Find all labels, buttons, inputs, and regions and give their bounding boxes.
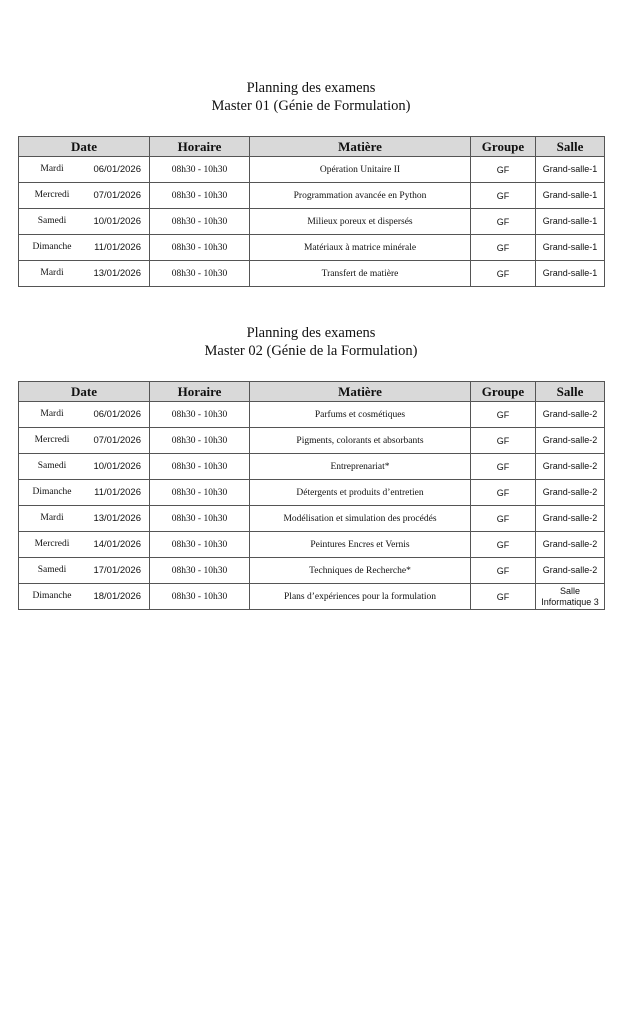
cell-date bbox=[19, 157, 150, 183]
salle-line: Grand-salle-2 bbox=[542, 513, 598, 524]
table-row bbox=[19, 584, 605, 610]
table-row bbox=[19, 183, 605, 209]
exam-date: 14/01/2026 bbox=[93, 539, 141, 550]
cell-groupe: GF bbox=[471, 480, 536, 506]
cell-groupe: GF bbox=[471, 506, 536, 532]
day-name: Samedi bbox=[37, 461, 67, 471]
header-horaire: Horaire bbox=[150, 382, 250, 402]
salle-line: Grand-salle-1 bbox=[542, 268, 598, 279]
table-header-row bbox=[19, 382, 605, 402]
cell-salle bbox=[536, 183, 605, 209]
cell-groupe: GF bbox=[471, 532, 536, 558]
exam-date: 11/01/2026 bbox=[94, 487, 141, 498]
salle-line: Grand-salle-1 bbox=[542, 242, 598, 253]
cell-horaire: 08h30 - 10h30 bbox=[150, 480, 250, 506]
salle-line: Grand-salle-2 bbox=[542, 435, 598, 446]
cell-matiere: Milieux poreux et dispersés bbox=[250, 209, 471, 235]
table-row bbox=[19, 454, 605, 480]
table-header-row bbox=[19, 137, 605, 157]
salle-line: Grand-salle-1 bbox=[542, 216, 598, 227]
cell-date bbox=[19, 480, 150, 506]
cell-matiere: Programmation avancée en Python bbox=[250, 183, 471, 209]
section-title-master-02 bbox=[0, 324, 622, 360]
cell-salle bbox=[536, 480, 605, 506]
day-name: Dimanche bbox=[32, 591, 72, 601]
cell-salle bbox=[536, 584, 605, 610]
cell-matiere: Plans d’expériences pour la formulation bbox=[250, 584, 471, 610]
cell-salle bbox=[536, 235, 605, 261]
exam-date: 07/01/2026 bbox=[93, 190, 141, 201]
cell-horaire: 08h30 - 10h30 bbox=[150, 209, 250, 235]
cell-salle bbox=[536, 157, 605, 183]
day-name: Dimanche bbox=[32, 242, 72, 252]
cell-groupe: GF bbox=[471, 261, 536, 287]
table-row bbox=[19, 480, 605, 506]
header-matiere: Matière bbox=[250, 137, 471, 157]
day-name: Mercredi bbox=[34, 190, 70, 200]
title-line-2: Master 02 (Génie de la Formulation) bbox=[204, 343, 418, 359]
exam-date: 06/01/2026 bbox=[93, 409, 141, 420]
section-title-master-01 bbox=[0, 79, 622, 115]
cell-horaire: 08h30 - 10h30 bbox=[150, 506, 250, 532]
cell-date bbox=[19, 402, 150, 428]
cell-groupe: GF bbox=[471, 235, 536, 261]
cell-salle bbox=[536, 532, 605, 558]
cell-matiere: Peintures Encres et Vernis bbox=[250, 532, 471, 558]
cell-groupe: GF bbox=[471, 584, 536, 610]
exam-date: 13/01/2026 bbox=[93, 513, 141, 524]
table-row bbox=[19, 402, 605, 428]
table-row bbox=[19, 428, 605, 454]
exam-date: 17/01/2026 bbox=[93, 565, 141, 576]
cell-horaire: 08h30 - 10h30 bbox=[150, 584, 250, 610]
header-groupe: Groupe bbox=[471, 137, 536, 157]
day-name: Mardi bbox=[40, 164, 64, 174]
day-name: Mercredi bbox=[34, 435, 70, 445]
table-row bbox=[19, 261, 605, 287]
cell-matiere: Opération Unitaire II bbox=[250, 157, 471, 183]
cell-salle bbox=[536, 428, 605, 454]
exam-date: 07/01/2026 bbox=[93, 435, 141, 446]
cell-salle bbox=[536, 558, 605, 584]
table-row bbox=[19, 157, 605, 183]
cell-horaire: 08h30 - 10h30 bbox=[150, 558, 250, 584]
cell-groupe: GF bbox=[471, 157, 536, 183]
cell-horaire: 08h30 - 10h30 bbox=[150, 454, 250, 480]
cell-salle bbox=[536, 506, 605, 532]
cell-date bbox=[19, 183, 150, 209]
cell-date bbox=[19, 209, 150, 235]
cell-horaire: 08h30 - 10h30 bbox=[150, 402, 250, 428]
salle-line: Grand-salle-2 bbox=[542, 565, 598, 576]
cell-date bbox=[19, 235, 150, 261]
cell-horaire: 08h30 - 10h30 bbox=[150, 428, 250, 454]
cell-date bbox=[19, 428, 150, 454]
cell-horaire: 08h30 - 10h30 bbox=[150, 157, 250, 183]
day-name: Mardi bbox=[40, 409, 64, 419]
salle-line: Grand-salle-2 bbox=[542, 539, 598, 550]
schedule-table-master-01 bbox=[18, 136, 605, 287]
cell-groupe: GF bbox=[471, 209, 536, 235]
header-salle: Salle bbox=[536, 382, 605, 402]
table-row bbox=[19, 532, 605, 558]
cell-matiere: Pigments, colorants et absorbants bbox=[250, 428, 471, 454]
day-name: Mercredi bbox=[34, 539, 70, 549]
cell-date bbox=[19, 261, 150, 287]
exam-date: 11/01/2026 bbox=[94, 242, 141, 253]
salle-line: Grand-salle-2 bbox=[542, 409, 598, 420]
exam-date: 13/01/2026 bbox=[93, 268, 141, 279]
day-name: Samedi bbox=[37, 216, 67, 226]
cell-matiere: Matériaux à matrice minérale bbox=[250, 235, 471, 261]
header-groupe: Groupe bbox=[471, 382, 536, 402]
cell-matiere: Détergents et produits d’entretien bbox=[250, 480, 471, 506]
cell-salle bbox=[536, 454, 605, 480]
cell-date bbox=[19, 506, 150, 532]
day-name: Dimanche bbox=[32, 487, 72, 497]
salle-line: Grand-salle-2 bbox=[542, 461, 598, 472]
salle-line: Salle bbox=[559, 586, 580, 596]
cell-salle bbox=[536, 261, 605, 287]
day-name: Mardi bbox=[40, 513, 64, 523]
cell-matiere: Transfert de matière bbox=[250, 261, 471, 287]
salle-line: Grand-salle-1 bbox=[542, 190, 598, 201]
salle-line: Grand-salle-2 bbox=[542, 487, 598, 498]
header-horaire: Horaire bbox=[150, 137, 250, 157]
cell-matiere: Techniques de Recherche* bbox=[250, 558, 471, 584]
cell-groupe: GF bbox=[471, 428, 536, 454]
cell-date bbox=[19, 558, 150, 584]
exam-date: 06/01/2026 bbox=[93, 164, 141, 175]
cell-groupe: GF bbox=[471, 558, 536, 584]
cell-matiere: Modélisation et simulation des procédés bbox=[250, 506, 471, 532]
cell-matiere: Entreprenariat* bbox=[250, 454, 471, 480]
header-date: Date bbox=[19, 382, 150, 402]
cell-date bbox=[19, 532, 150, 558]
title-line-1: Planning des examens bbox=[246, 325, 376, 341]
salle-line: Grand-salle-1 bbox=[542, 164, 598, 175]
header-salle: Salle bbox=[536, 137, 605, 157]
table-row bbox=[19, 558, 605, 584]
header-matiere: Matière bbox=[250, 382, 471, 402]
exam-date: 10/01/2026 bbox=[93, 216, 141, 227]
salle-line: Informatique 3 bbox=[541, 596, 599, 607]
exam-date: 10/01/2026 bbox=[93, 461, 141, 472]
cell-horaire: 08h30 - 10h30 bbox=[150, 261, 250, 287]
cell-date bbox=[19, 584, 150, 610]
title-line-1: Planning des examens bbox=[246, 80, 376, 96]
schedule-table-master-02 bbox=[18, 381, 605, 610]
day-name: Mardi bbox=[40, 268, 64, 278]
cell-groupe: GF bbox=[471, 183, 536, 209]
table-row bbox=[19, 235, 605, 261]
cell-salle bbox=[536, 209, 605, 235]
table-row bbox=[19, 506, 605, 532]
exam-date: 18/01/2026 bbox=[93, 591, 141, 602]
title-line-2: Master 01 (Génie de Formulation) bbox=[211, 98, 411, 114]
day-name: Samedi bbox=[37, 565, 67, 575]
cell-horaire: 08h30 - 10h30 bbox=[150, 183, 250, 209]
cell-horaire: 08h30 - 10h30 bbox=[150, 532, 250, 558]
cell-salle bbox=[536, 402, 605, 428]
table-row bbox=[19, 209, 605, 235]
cell-groupe: GF bbox=[471, 454, 536, 480]
cell-date bbox=[19, 454, 150, 480]
header-date: Date bbox=[19, 137, 150, 157]
cell-matiere: Parfums et cosmétiques bbox=[250, 402, 471, 428]
cell-groupe: GF bbox=[471, 402, 536, 428]
cell-horaire: 08h30 - 10h30 bbox=[150, 235, 250, 261]
